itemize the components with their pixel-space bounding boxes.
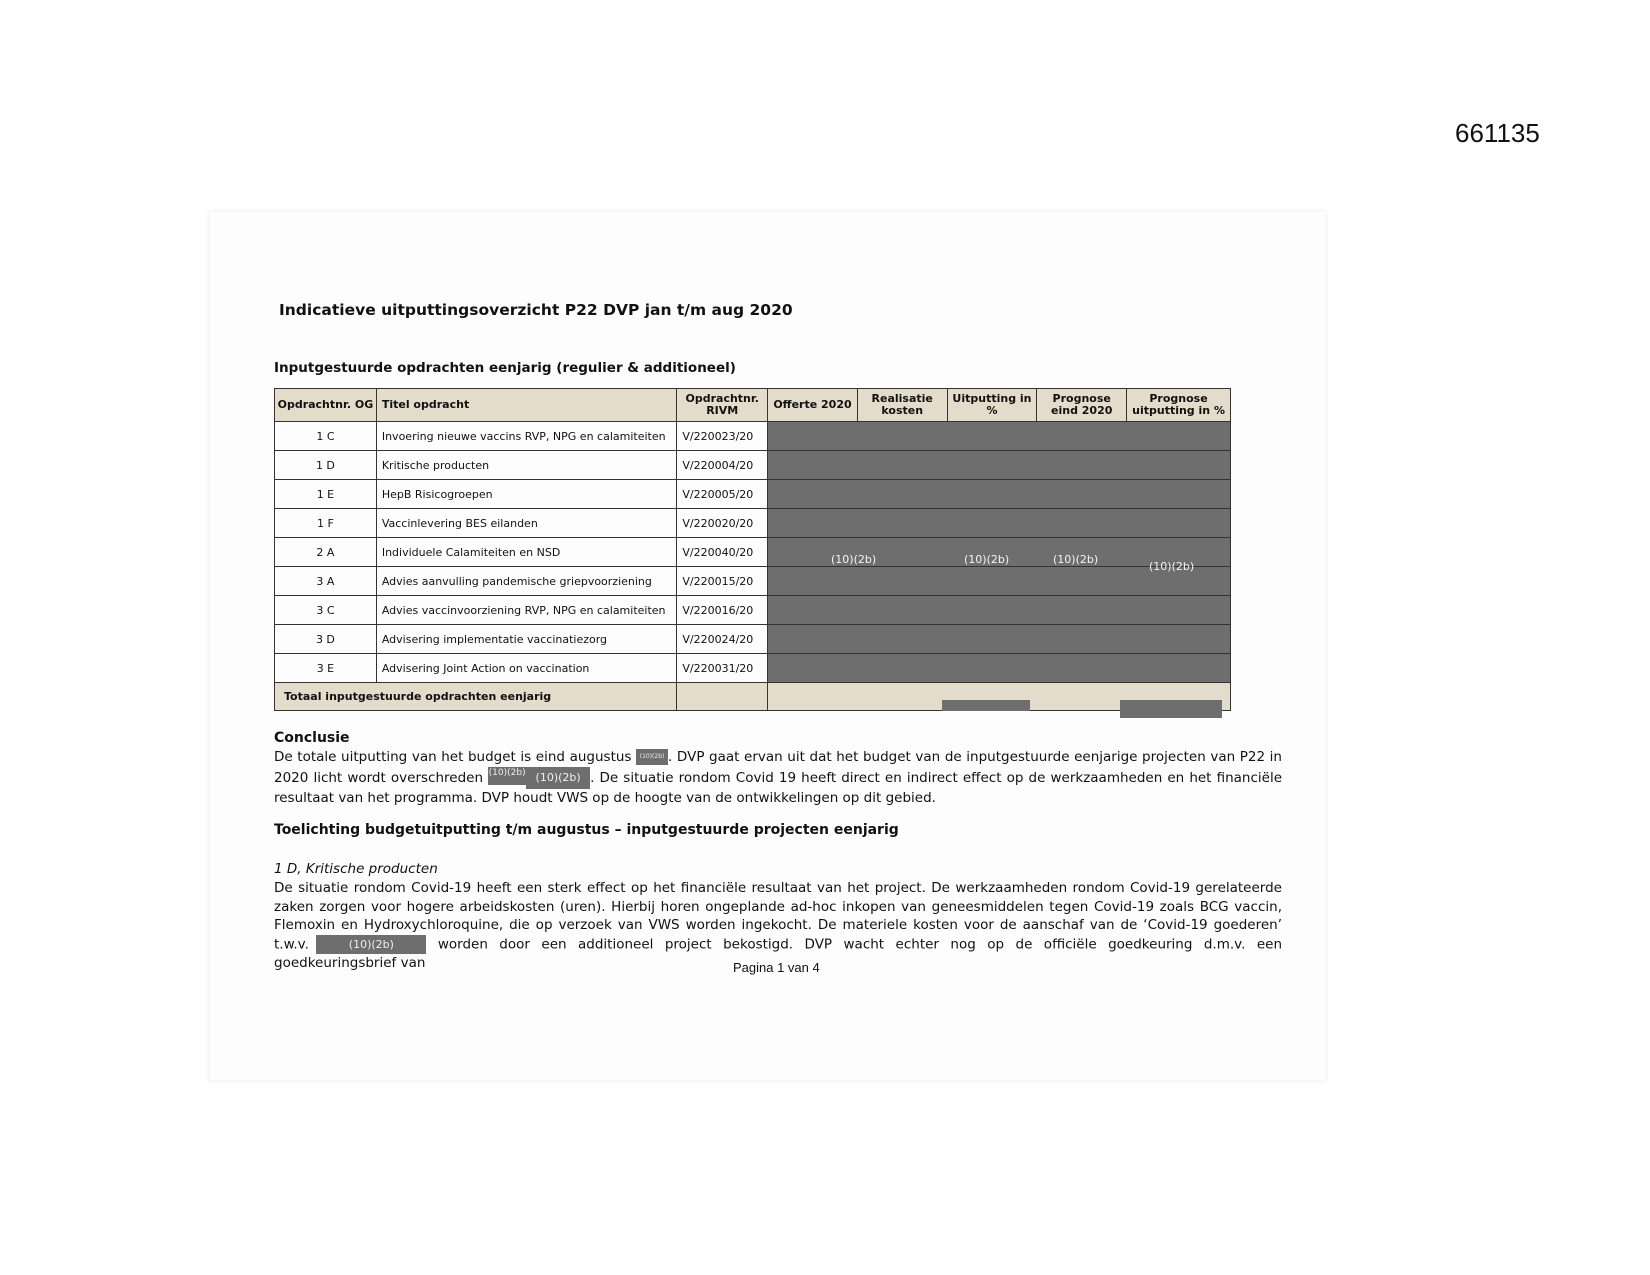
document-id: 661135 [1455,118,1540,148]
cell-og: 3 A [275,567,377,596]
redaction-label: (10)(2b) [831,553,877,566]
redaction-label: (10)(2b) [1149,560,1195,573]
conclusie-heading: Conclusie [274,730,350,746]
toelichting-heading: Toelichting budgetuitputting t/m augustus – inputgestuurde projecten eenjarig [274,822,899,838]
table-row [275,567,1231,596]
total-rivm-cell [677,683,768,711]
toelichting-subheading: 1 D, Kritische producten [274,861,438,877]
cell-rivm: V/220015/20 [677,567,768,596]
cell-titel: Invoering nieuwe vaccins RVP, NPG en calamiteiten [376,422,677,451]
redacted-cells [768,625,1231,654]
table-row [275,480,1231,509]
cell-rivm: V/220020/20 [677,509,768,538]
table-row [275,596,1231,625]
cell-titel: HepB Risicogroepen [376,480,677,509]
cell-titel: Advisering Joint Action on vaccination [376,654,677,683]
page-title: Indicatieve uitputtingsoverzicht P22 DVP jan t/m aug 2020 [279,301,793,319]
redacted-cells [768,422,1231,451]
redaction-label: (10)(2b) [964,553,1010,566]
redaction-overflow [1120,700,1222,718]
redacted-cells [768,451,1231,480]
cell-rivm: V/220004/20 [677,451,768,480]
table-row [275,509,1231,538]
table-row [275,654,1231,683]
redacted-cells [768,509,1231,538]
redaction-label: (10)(2b) [1053,553,1099,566]
cell-titel: Advies aanvulling pandemische griepvoorziening [376,567,677,596]
toelichting-text-1: De situatie rondom Covid-19 heeft een sterk effect op het financiële resultaat van het project. De werkzaamheden rondom Covid-19 gerelateerde zaken zorgen voor hogere arbeidskosten (uren). Hierbij horen ongeplande ad-hoc inkopen van geneesmiddelen tegen Covid-19 zoals BCG vaccin, Flemoxin en Hydroxychloroquine, die op verzoek van VWS worden ingekocht. De materiele kosten voor de aanschaf van de ‘Covid-19 goederen’ t.w.v. [274,880,1282,952]
cell-og: 1 E [275,480,377,509]
col-prognose-eind: Prognose eind 2020 [1037,389,1127,422]
cell-rivm: V/220023/20 [677,422,768,451]
cell-rivm: V/220005/20 [677,480,768,509]
redacted-cells [768,654,1231,683]
redacted-cells [768,480,1231,509]
redaction-inline: (10)(2b) [316,935,426,954]
conclusie-text-3: . De situatie rondom Covid 19 heeft direct en indirect effect op de werkzaamheden en het financiële resultaat van het programma. DVP houdt VWS op de hoogte van de ontwikkelingen op dit gebied. [274,769,1282,806]
cell-og: 1 D [275,451,377,480]
total-label: Totaal inputgestuurde opdrachten eenjarig [275,683,677,711]
col-offerte: Offerte 2020 [768,389,858,422]
cell-og: 3 E [275,654,377,683]
budget-table [274,388,1231,711]
table-row [275,422,1231,451]
redaction-overflow [942,700,1030,711]
cell-og: 1 F [275,509,377,538]
page-footer: Pagina 1 van 4 [733,960,820,975]
redacted-cells [768,596,1231,625]
cell-rivm: V/220024/20 [677,625,768,654]
table-row [275,451,1231,480]
cell-titel: Advisering implementatie vaccinatiezorg [376,625,677,654]
cell-rivm: V/220016/20 [677,596,768,625]
redaction-inline: (10)(2b) [488,767,526,785]
conclusie-paragraph [274,748,1282,807]
conclusie-text-2: . DVP gaat ervan uit dat het budget van de inputgestuurde eenjarige projecten van P22 in 2020 licht wordt overschreden [274,749,1282,786]
section-subtitle: Inputgestuurde opdrachten eenjarig (regulier & additioneel) [274,360,736,376]
col-prognose-uitputting: Prognose uitputting in % [1127,389,1231,422]
table-total-row [275,683,1231,711]
toelichting-paragraph [274,879,1282,972]
cell-titel: Individuele Calamiteiten en NSD [376,538,677,567]
cell-rivm: V/220031/20 [677,654,768,683]
col-realisatie: Realisatie kosten [857,389,947,422]
cell-titel: Vaccinlevering BES eilanden [376,509,677,538]
toelichting-text-2: worden door een additioneel project bekostigd. DVP wacht echter nog op de officiële goedkeuring d.m.v. een goedkeuringsbrief van [274,936,1283,971]
cell-og: 3 C [275,596,377,625]
conclusie-text-1: De totale uitputting van het budget is eind augustus [274,749,632,765]
redaction-inline: (10)(2b) [636,749,668,765]
cell-titel: Advies vaccinvoorziening RVP, NPG en calamiteiten [376,596,677,625]
col-rivm: Opdrachtnr. RIVM [677,389,768,422]
col-uitputting: Uitputting in % [947,389,1037,422]
cell-titel: Kritische producten [376,451,677,480]
cell-og: 1 C [275,422,377,451]
table-row [275,625,1231,654]
cell-rivm: V/220040/20 [677,538,768,567]
redaction-inline: (10)(2b) [526,767,590,789]
cell-og: 2 A [275,538,377,567]
col-titel: Titel opdracht [376,389,677,422]
table-header-row [275,389,1231,422]
col-og: Opdrachtnr. OG [275,389,377,422]
cell-og: 3 D [275,625,377,654]
